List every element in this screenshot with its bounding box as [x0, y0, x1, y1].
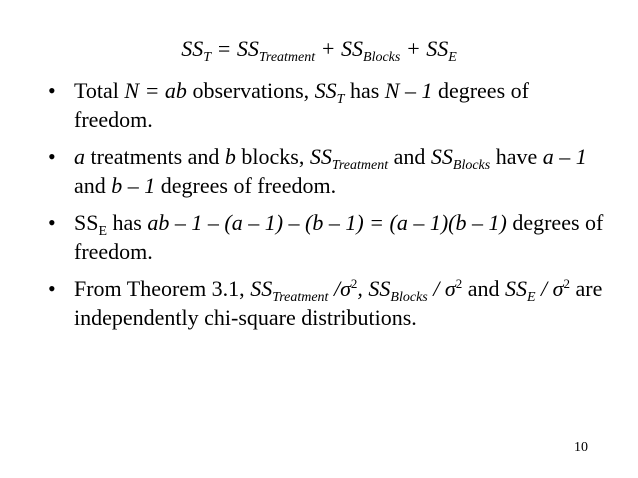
eq-term: SS — [236, 36, 259, 61]
bullet-text: are independently chi-square distributions. — [74, 276, 603, 330]
bullet-math: N – 1 — [384, 78, 433, 103]
equation-title — [0, 36, 638, 65]
bullet-subscript: T — [336, 92, 345, 107]
bullet-math: , SS — [357, 276, 391, 301]
bullet-math: a — [74, 144, 85, 169]
bullet-text: has — [344, 78, 385, 103]
bullet-superscript: 2 — [563, 276, 571, 291]
bullet-marker: • — [48, 210, 56, 235]
bullet-text: observations, — [186, 78, 315, 103]
bullet-item — [48, 76, 608, 138]
eq-term: SS — [181, 36, 204, 61]
bullet-math: a – 1 — [542, 144, 587, 169]
bullet-item — [48, 208, 608, 270]
eq-operator: = — [211, 36, 237, 61]
eq-subscript: Blocks — [363, 50, 401, 65]
bullet-list — [48, 76, 608, 332]
eq-term: SS — [341, 36, 364, 61]
eq-subscript: E — [448, 50, 457, 65]
bullet-item — [48, 274, 608, 332]
bullet-text: have — [490, 144, 543, 169]
bullet-math: b — [224, 144, 236, 169]
bullet-text: and — [388, 144, 431, 169]
bullet-math: SS — [504, 276, 527, 301]
bullet-subscript: Blocks — [390, 290, 428, 305]
bullet-math: SS — [309, 144, 332, 169]
bullet-subscript: Blocks — [452, 158, 491, 173]
bullet-math: /σ — [328, 276, 351, 301]
bullet-text: has — [107, 210, 148, 235]
bullet-text: treatments and — [85, 144, 225, 169]
bullet-subscript: Treatment — [331, 158, 389, 173]
bullet-text: and — [462, 276, 505, 301]
bullet-math: / σ — [427, 276, 456, 301]
eq-operator: + — [400, 36, 427, 61]
bullet-marker: • — [48, 78, 56, 103]
bullet-marker: • — [48, 144, 56, 169]
bullet-superscript: 2 — [455, 276, 463, 291]
bullet-text: From Theorem 3.1, — [74, 276, 251, 301]
bullet-marker: • — [48, 276, 56, 301]
bullet-text: and — [74, 173, 112, 198]
bullet-text: blocks, — [235, 144, 310, 169]
bullet-math: SS — [430, 144, 453, 169]
bullet-text: SS — [74, 210, 99, 235]
bullet-superscript: 2 — [350, 276, 358, 291]
bullet-math: / σ — [535, 276, 564, 301]
bullet-math: b – 1 — [111, 173, 156, 198]
page-number: 10 — [574, 440, 588, 455]
bullet-math: ab – 1 – (a – 1) – (b – 1) = (a – 1)(b – 1) — [147, 210, 507, 235]
bullet-subscript: Treatment — [272, 290, 329, 305]
bullet-math: N = ab — [124, 78, 187, 103]
eq-subscript: Treatment — [258, 50, 316, 65]
bullet-subscript: E — [526, 290, 536, 305]
bullet-text: degrees of freedom. — [74, 210, 604, 264]
bullet-text: Total — [74, 78, 125, 103]
bullet-math: SS — [314, 78, 337, 103]
bullet-math: SS — [250, 276, 273, 301]
eq-term: SS — [426, 36, 449, 61]
bullet-subscript: E — [98, 224, 108, 239]
eq-subscript: T — [203, 50, 212, 65]
bullet-text: degrees of freedom. — [74, 78, 529, 132]
bullet-item — [48, 142, 608, 204]
bullet-text: degrees of freedom. — [155, 173, 337, 198]
eq-operator: + — [315, 36, 342, 61]
